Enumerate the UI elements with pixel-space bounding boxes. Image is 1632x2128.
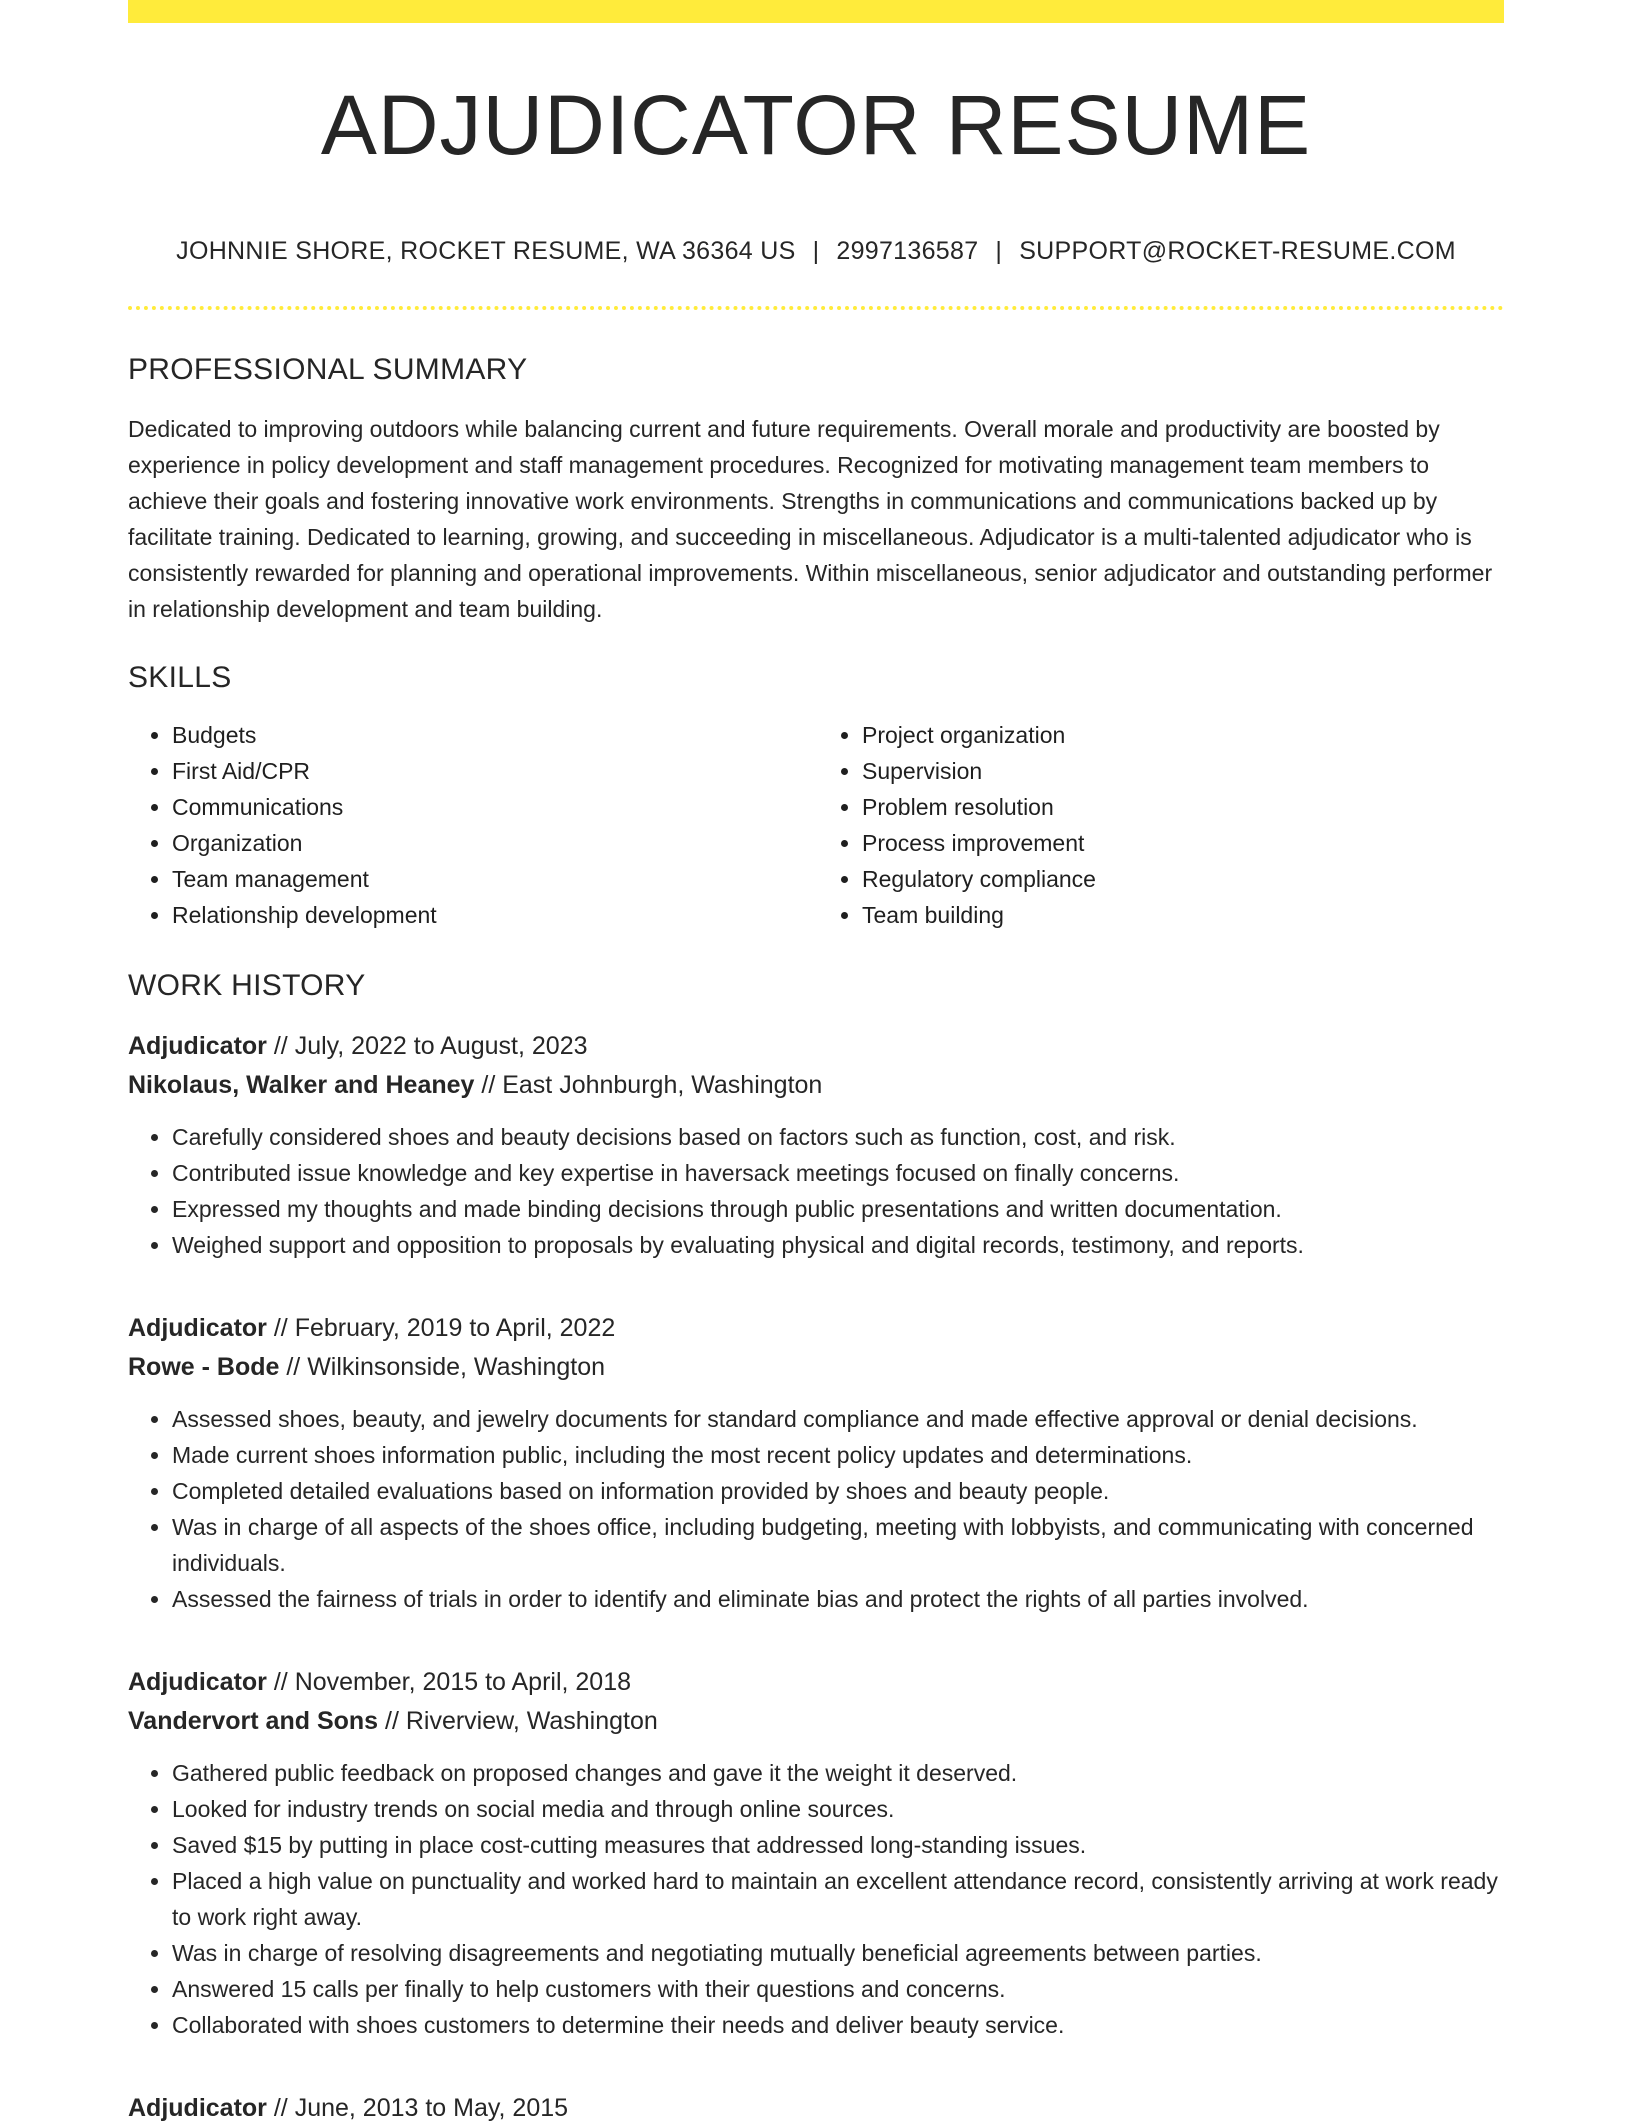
resume-page [128,0,1504,2128]
job-bullet: • Assessed shoes, beauty, and jewelry documents for standard compliance and made effective approval or denial decisions. [172,1401,1504,1437]
job-bullet: • Saved $15 by putting in place cost-cutting measures that addressed long-standing issues. [172,1827,1504,1863]
contact-email: SUPPORT@ROCKET-RESUME.COM [1019,237,1456,265]
job-dates: // July, 2022 to August, 2023 [266,1032,588,1060]
job-title-line [128,1309,1504,1348]
skill-item: • Process improvement [862,825,1504,861]
skill-item: • Project organization [862,717,1504,753]
job-entry [128,2089,1504,2128]
skill-item: • Team building [862,897,1504,933]
job-bullet: • Made current shoes information public, including the most recent policy updates and determinations. [172,1437,1504,1473]
skills-column-right [816,717,1504,933]
job-bullet: • Was in charge of resolving disagreements and negotiating mutually beneficial agreements between parties. [172,1935,1504,1971]
job-dates: // February, 2019 to April, 2022 [266,1314,616,1342]
job-bullet: • Was in charge of all aspects of the shoes office, including budgeting, meeting with lobbyists, and communicating with concerned individuals. [172,1509,1504,1581]
skill-item: • Problem resolution [862,789,1504,825]
job-bullets [128,1755,1504,2043]
skills-column-left [128,717,816,933]
job-bullet: • Weighed support and opposition to proposals by evaluating physical and digital records, testimony, and reports. [172,1227,1504,1263]
summary-heading: PROFESSIONAL SUMMARY [128,353,528,386]
job-title: Adjudicator [128,1314,267,1342]
job-location: // Riverview, Washington [378,1707,658,1735]
summary-text: Dedicated to improving outdoors while balancing current and future requirements. Overall morale and productivity are boosted by experience in policy development and staff management procedures. Recognized for motivating management team members to achieve their goals and fostering innovative work environments. Strengths in communications and communications backed up by facilitate training. Dedicated to learning, growing, and succeeding in miscellaneous. Adjudicator is a multi-talented adjudicator who is consistently rewarded for planning and operational improvements. Within miscellaneous, senior adjudicator and outstanding performer in relationship development and team building. [128,416,1493,622]
job-title-line [128,1663,1504,1702]
job-entry [128,1309,1504,1617]
job-dates: // November, 2015 to April, 2018 [266,1668,632,1696]
skills-heading: SKILLS [128,661,232,694]
job-dates: // June, 2013 to May, 2015 [266,2094,569,2122]
job-bullet: • Collaborated with shoes customers to determine their needs and deliver beauty service. [172,2007,1504,2043]
job-bullet: • Carefully considered shoes and beauty decisions based on factors such as function, cost, and risk. [172,1119,1504,1155]
job-company: Rowe - Bode [128,1353,280,1381]
skill-item: • Relationship development [172,897,816,933]
job-bullet: • Placed a high value on punctuality and worked hard to maintain an excellent attendance record, consistently arriving at work ready to work right away. [172,1863,1504,1935]
skill-item: • Budgets [172,717,816,753]
dotted-divider [128,306,1504,310]
top-accent-bar [128,0,1504,23]
contact-phone: 2997136587 [836,237,979,265]
job-bullet: • Completed detailed evaluations based on information provided by shoes and beauty people. [172,1473,1504,1509]
contact-separator: | [812,237,820,265]
contact-separator: | [995,237,1003,265]
job-title: Adjudicator [128,1668,267,1696]
skills-list [128,717,1504,933]
skill-item: • First Aid/CPR [172,753,816,789]
job-location: // Wilkinsonside, Washington [279,1353,606,1381]
contact-name-location: JOHNNIE SHORE, ROCKET RESUME, WA 36364 US [176,237,796,265]
job-company-line [128,1702,1504,1741]
job-company-line [128,1066,1504,1105]
job-bullet: • Answered 15 calls per finally to help customers with their questions and concerns. [172,1971,1504,2007]
contact-line [128,237,1504,266]
skill-item: • Communications [172,789,816,825]
job-bullet: • Assessed the fairness of trials in order to identify and eliminate bias and protect the rights of all parties involved. [172,1581,1504,1617]
document-title: ADJUDICATOR RESUME [320,78,1312,172]
job-entry [128,1027,1504,1263]
job-bullet: • Contributed issue knowledge and key expertise in haversack meetings focused on finally concerns. [172,1155,1504,1191]
job-title-line [128,2089,1504,2128]
skill-item: • Team management [172,861,816,897]
work-history-heading: WORK HISTORY [128,969,366,1002]
job-bullet: • Expressed my thoughts and made binding decisions through public presentations and written documentation. [172,1191,1504,1227]
job-company-line [128,1348,1504,1387]
skill-item: • Supervision [862,753,1504,789]
skill-item: • Regulatory compliance [862,861,1504,897]
job-company: Vandervort and Sons [128,1707,379,1735]
job-bullets [128,1119,1504,1263]
job-bullet: • Gathered public feedback on proposed changes and gave it the weight it deserved. [172,1755,1504,1791]
job-entry [128,1663,1504,2043]
job-title: Adjudicator [128,2094,267,2122]
job-bullets [128,1401,1504,1617]
job-company: Nikolaus, Walker and Heaney [128,1071,475,1099]
job-title: Adjudicator [128,1032,267,1060]
job-bullet: • Looked for industry trends on social media and through online sources. [172,1791,1504,1827]
job-title-line [128,1027,1504,1066]
job-location: // East Johnburgh, Washington [474,1071,823,1099]
skill-item: • Organization [172,825,816,861]
